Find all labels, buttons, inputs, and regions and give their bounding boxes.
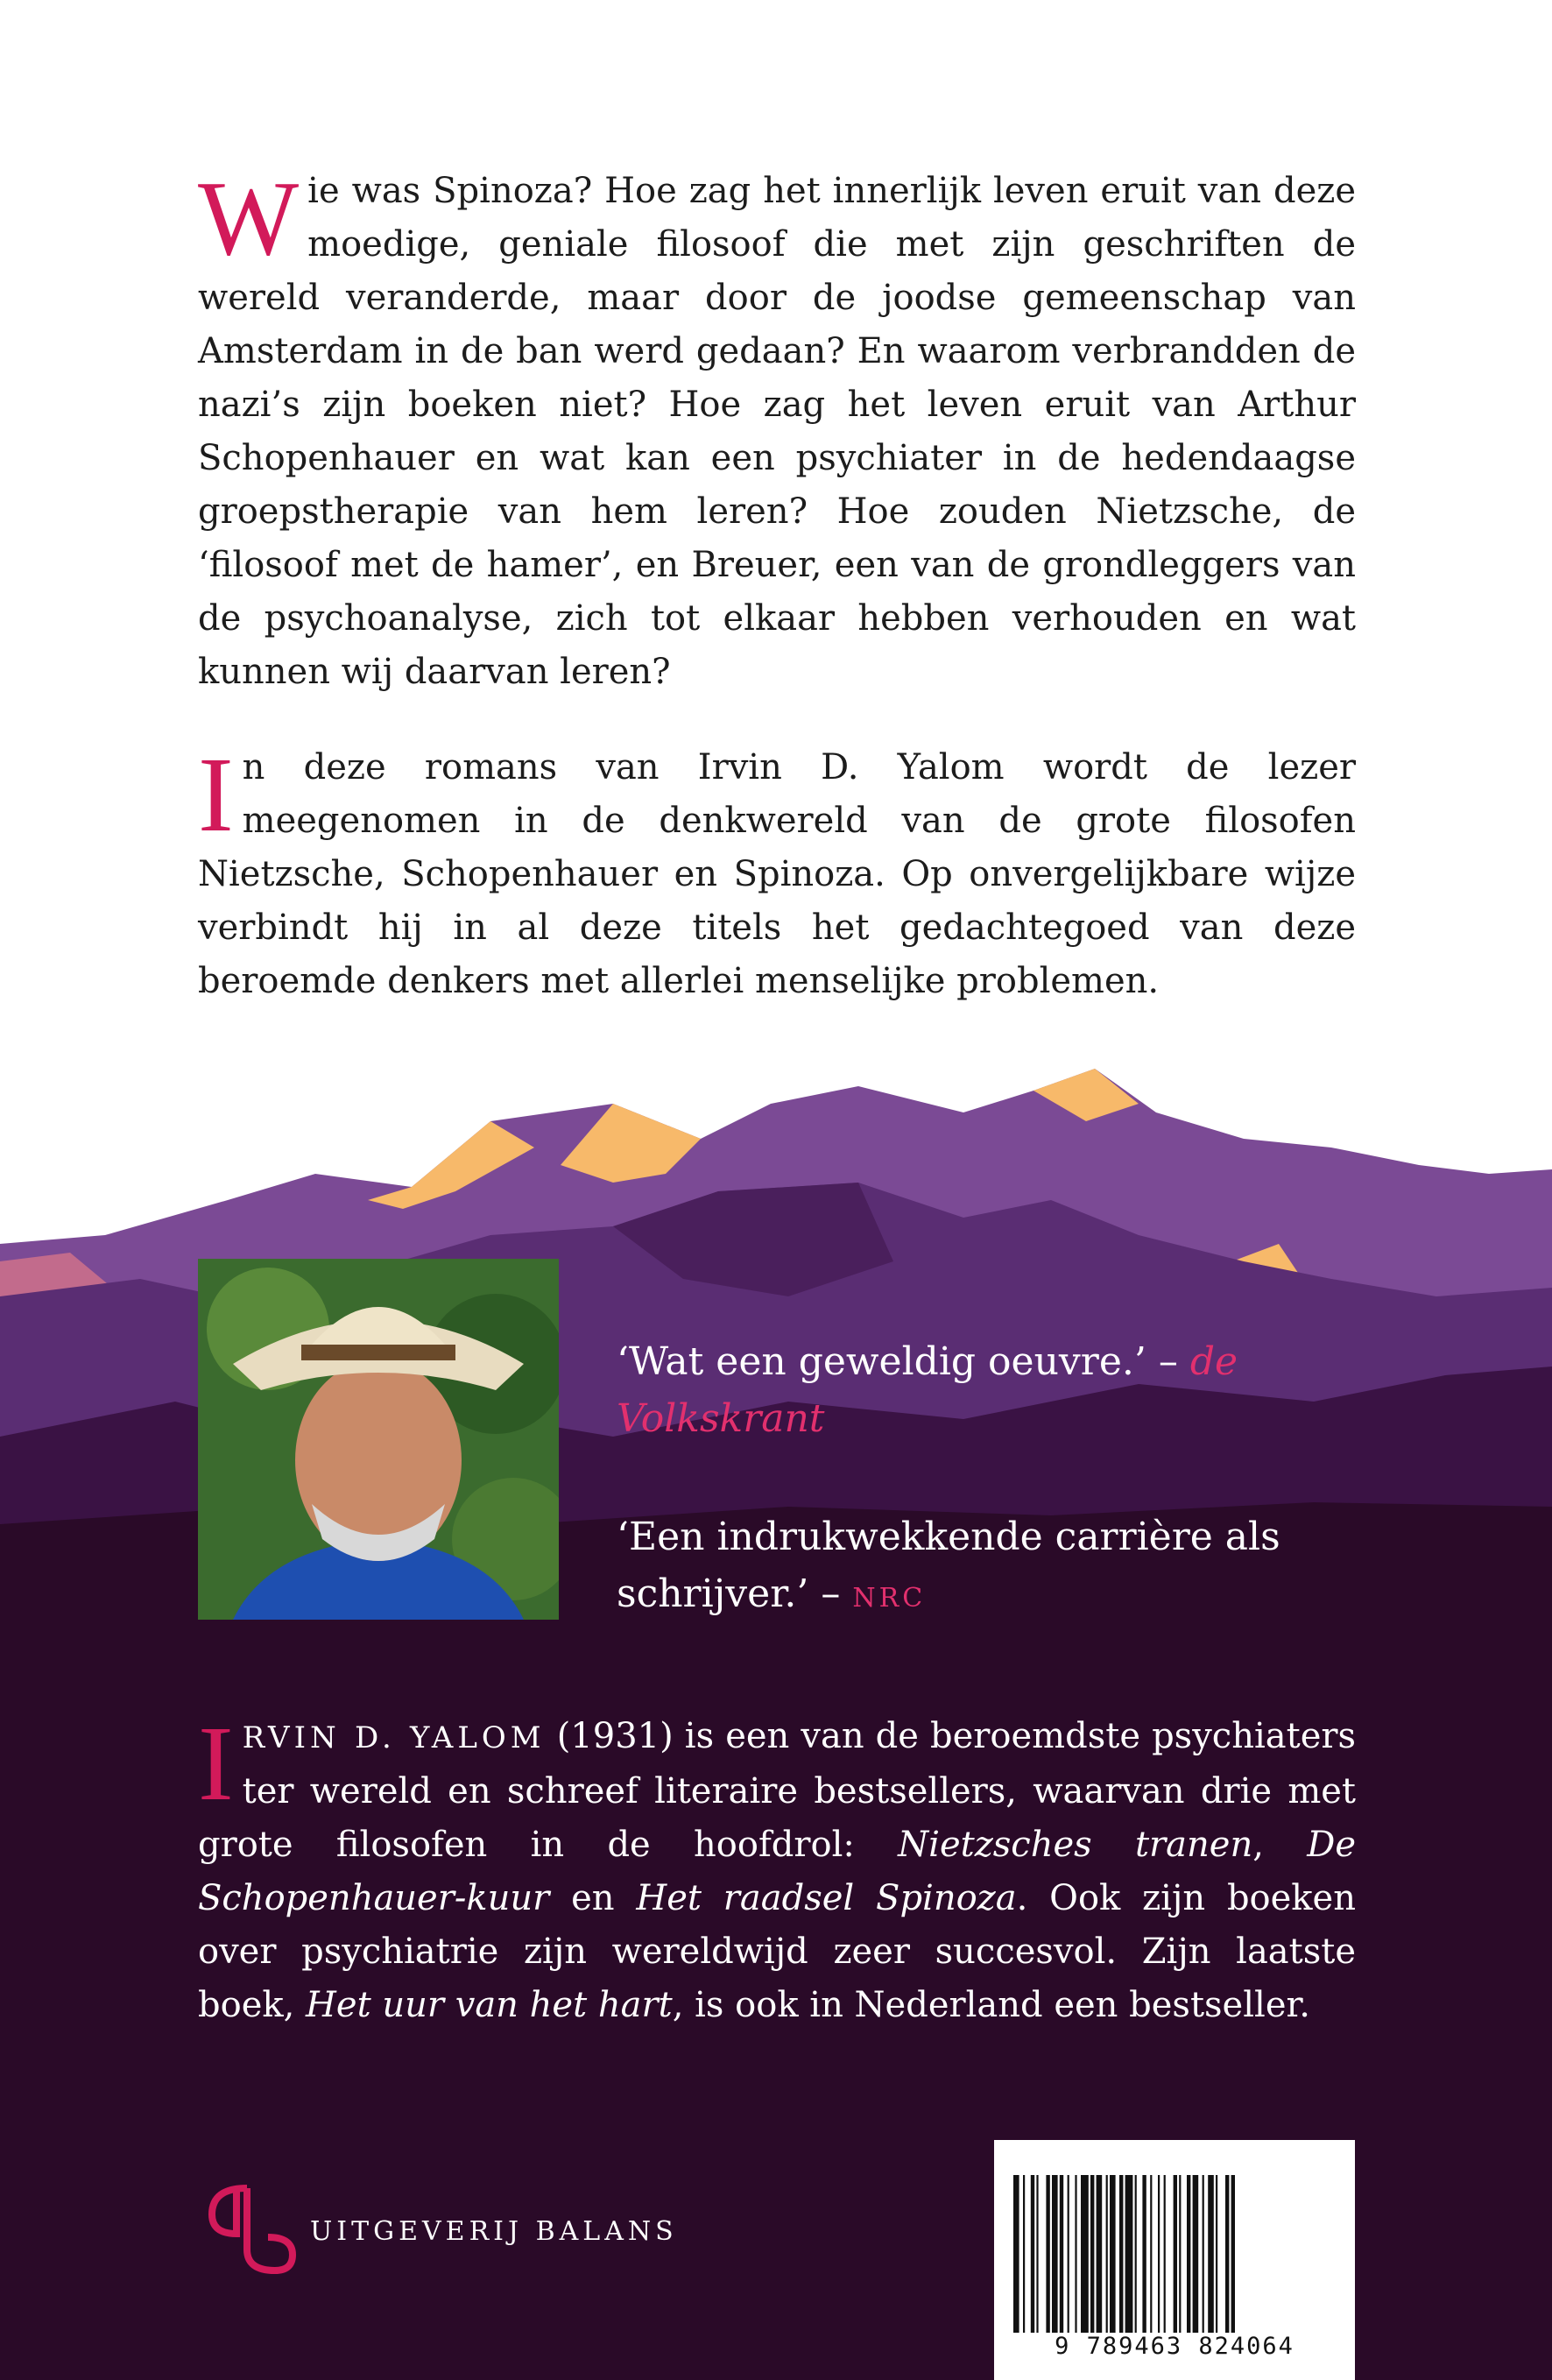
barcode-bar: [1135, 2175, 1137, 2333]
barcode-bar: [1013, 2175, 1019, 2333]
barcode-bar: [1119, 2175, 1123, 2333]
barcode: [994, 2140, 1355, 2380]
quote-volkskrant: ‘Wat een geweldig oeuvre.’ – de Volkskrant: [617, 1339, 1238, 1441]
barcode-bar: [1150, 2175, 1152, 2333]
bio-dropcap: I: [198, 1705, 234, 1823]
barcode-bar: [1081, 2175, 1089, 2333]
quote-nrc: ‘Een indrukwekkende carrière als schrijver.’ – NRC: [617, 1515, 1280, 1616]
book-title: De Schopenhauer-kuur: [198, 1825, 1356, 1918]
romans-dropcap: I: [198, 736, 234, 854]
barcode-bar: [1187, 2175, 1190, 2333]
press-quotes: [617, 1333, 1282, 1688]
quote-source: de Volkskrant: [617, 1339, 1238, 1441]
barcode-bar: [1216, 2175, 1217, 2333]
barcode-bar: [1164, 2175, 1166, 2333]
barcode-bar: [1231, 2175, 1235, 2333]
barcode-bar: [1174, 2175, 1177, 2333]
publisher-logo-icon: [194, 2179, 300, 2278]
intro-dropcap: W: [198, 159, 300, 278]
barcode-bar: [1068, 2175, 1069, 2333]
barcode-bar: [1193, 2175, 1199, 2333]
barcode-bar: [1106, 2175, 1108, 2333]
barcode-bar: [1052, 2175, 1058, 2333]
barcode-bar: [1203, 2175, 1204, 2333]
author-bio: IRVIN D. YALOM (1931) is een van de beroemdste psychiaters ter wereld en schreef literaire bestsellers, waarvan drie met grote filosofen in de hoofdrol: Nietzsches tranen, De Schopenhauer-kuur en Het raadsel Spinoza. Ook zijn boeken over psychiatrie zijn wereldwijd zeer succesvol. Zijn laatste boek, Het uur van het hart, is ook in Nederland een bestseller.: [198, 1705, 1357, 2025]
author-name: RVIN D. YALOM: [242, 1720, 546, 1755]
barcode-bar: [1046, 2175, 1049, 2333]
barcode-bar: [1158, 2175, 1160, 2333]
isbn-number: 9 789463 824064: [1055, 2333, 1295, 2360]
barcode-bar: [1023, 2175, 1025, 2333]
barcode-bars: [1013, 2175, 1336, 2333]
book-title: Het uur van het hart: [306, 1985, 673, 2025]
barcode-bar: [1031, 2175, 1034, 2333]
romans-paragraph: [198, 736, 1356, 1008]
barcode-bar: [1208, 2175, 1214, 2333]
barcode-bar: [1075, 2175, 1076, 2333]
book-title: Het raadsel Spinoza: [636, 1878, 1017, 1918]
romans-text: n deze romans van Irvin D. Yalom wordt de lezer meegenomen in de denkwereld van de grote filosofen Nietzsche, Schopenhauer en Spinoza. Op onvergelijkbare wijze verbindt hij in al deze titels het gedachtegoed van deze beroemde denkers met allerlei menselijke problemen.: [198, 747, 1356, 1001]
barcode-bar: [1179, 2175, 1181, 2333]
barcode-bar: [1090, 2175, 1094, 2333]
intro-text: ie was Spinoza? Hoe zag het innerlijk leven eruit van deze moedige, geniale filosoof die met zijn geschriften de wereld veranderde, maar door de joodse gemeenschap van Amsterdam in de ban werd gedaan? En waarom verbrandden de nazi’s zijn boeken niet? Hoe zag het leven eruit van Arthur Schopenhauer en wat kan een psychiater in de hedendaagse groepstherapie van hem leren? Hoe zouden Nietzsche, de ‘filosoof met de hamer’, en Breuer, een van de grondleggers van de psychoanalyse, zich tot elkaar hebben verhouden en wat kunnen wij daarvan leren?: [198, 171, 1356, 692]
intro-paragraph: [198, 159, 1356, 699]
barcode-bar: [1097, 2175, 1103, 2333]
book-title: Nietzsches tranen: [898, 1825, 1253, 1865]
barcode-bar: [1225, 2175, 1229, 2333]
barcode-bar: [1036, 2175, 1038, 2333]
barcode-bar: [1060, 2175, 1063, 2333]
barcode-bar: [1142, 2175, 1146, 2333]
publisher-name: UITGEVERIJ BALANS: [310, 2216, 678, 2247]
barcode-bar: [1110, 2175, 1116, 2333]
author-photo: [198, 1259, 559, 1620]
quote-source: NRC: [852, 1583, 927, 1614]
barcode-bar: [1125, 2175, 1133, 2333]
